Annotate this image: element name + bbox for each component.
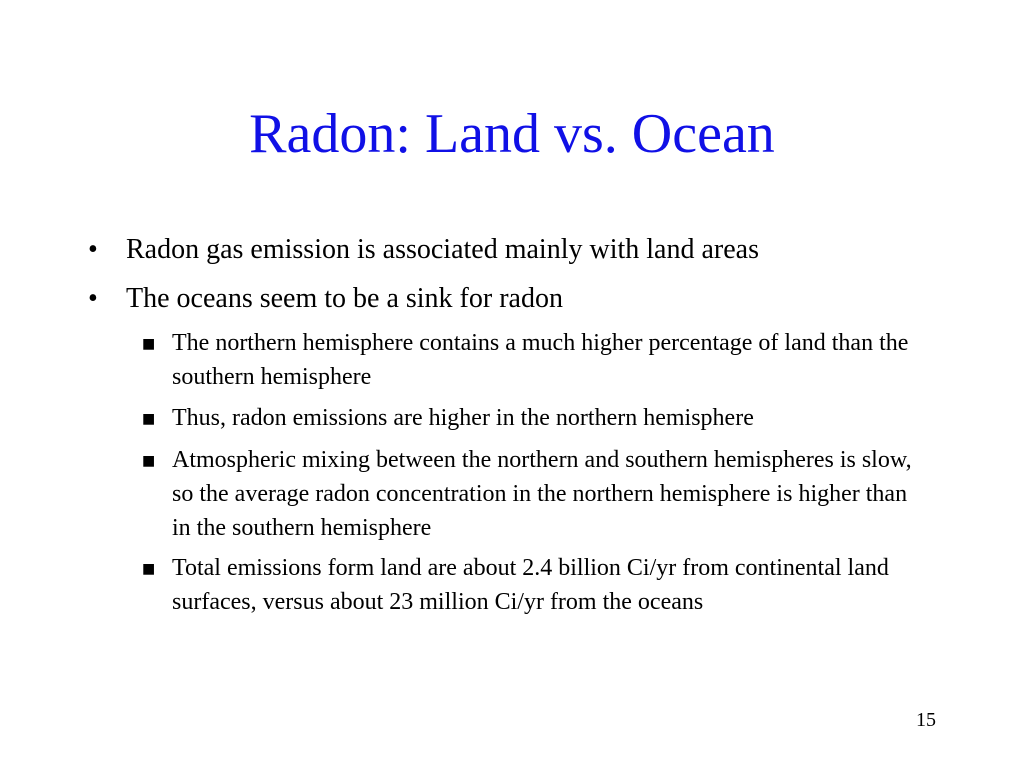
bullet-text: The oceans seem to be a sink for radon <box>126 283 563 314</box>
sub-bullet-text: Total emissions form land are about 2.4 billion Ci/yr from continental land surfaces, versus about 23 million Ci/yr from the oceans <box>172 555 889 615</box>
sub-bullet-item <box>142 326 912 394</box>
bullet-marker: • <box>88 234 98 265</box>
sub-bullet-item <box>142 551 912 619</box>
bullet-text: Radon gas emission is associated mainly with land areas <box>126 234 759 265</box>
square-bullet-icon: ■ <box>142 453 156 469</box>
slide-title: Radon: Land vs. Ocean <box>249 103 775 165</box>
sub-bullet-text: The northern hemisphere contains a much higher percentage of land than the southern hemisphere <box>172 330 909 390</box>
bullet-item <box>88 282 926 316</box>
sub-bullet-text: Atmospheric mixing between the northern and southern hemispheres is slow, so the average radon concentration in the northern hemisphere is higher than in the southern hemisphere <box>172 447 912 541</box>
bullet-marker: • <box>88 283 98 314</box>
bullet-item <box>88 233 926 267</box>
sub-bullet-item <box>142 443 912 545</box>
sub-bullet-text: Thus, radon emissions are higher in the northern hemisphere <box>172 405 754 431</box>
square-bullet-icon: ■ <box>142 411 156 427</box>
square-bullet-icon: ■ <box>142 561 156 577</box>
sub-bullet-item <box>142 401 912 435</box>
square-bullet-icon: ■ <box>142 336 156 352</box>
page-number: 15 <box>916 709 936 731</box>
